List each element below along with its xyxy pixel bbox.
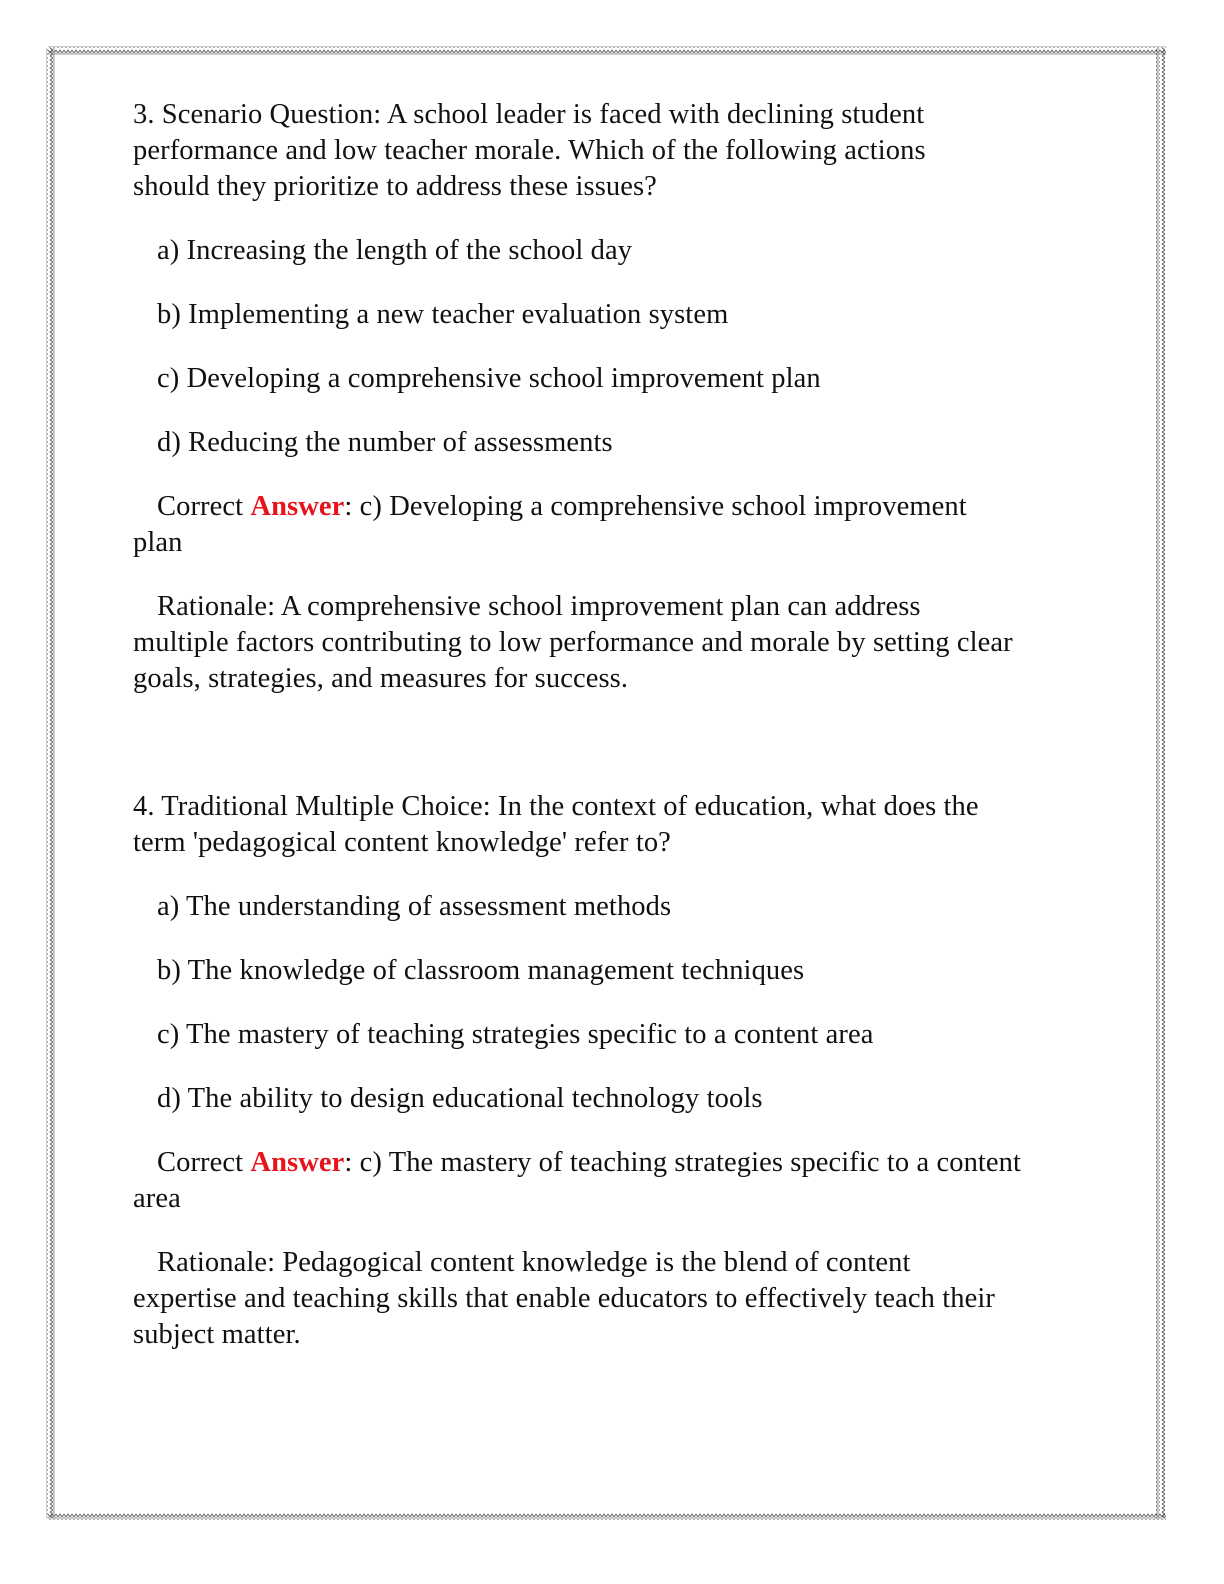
- answer-highlight: Answer: [250, 491, 345, 522]
- rationale: goals, strategies, and measures for success.: [133, 663, 629, 694]
- correct-answer: [157, 489, 967, 525]
- rationale: expertise and teaching skills that enable educators to effectively teach their: [133, 1283, 995, 1314]
- option-a: a) The understanding of assessment methods: [157, 891, 672, 922]
- rationale: Rationale: A comprehensive school improvement plan can address: [157, 591, 921, 622]
- correct-label: Correct: [157, 1147, 251, 1178]
- option-c: c) The mastery of teaching strategies specific to a content area: [157, 1019, 874, 1050]
- rationale: subject matter.: [133, 1319, 301, 1350]
- question-text: performance and low teacher morale. Which of the following actions: [133, 135, 926, 166]
- question-text: 4. Traditional Multiple Choice: In the context of education, what does the: [133, 791, 979, 822]
- correct-answer-text: plan: [133, 527, 183, 558]
- question-text: 3. Scenario Question: A school leader is faced with declining student: [133, 99, 925, 130]
- option-b: b) Implementing a new teacher evaluation system: [157, 299, 729, 330]
- option-d: d) The ability to design educational technology tools: [157, 1083, 763, 1114]
- question-text: term 'pedagogical content knowledge' refer to?: [133, 827, 671, 858]
- option-a: a) Increasing the length of the school day: [157, 235, 633, 266]
- option-d: d) Reducing the number of assessments: [157, 427, 613, 458]
- answer-highlight: Answer: [250, 1147, 345, 1178]
- rationale: Rationale: Pedagogical content knowledge is the blend of content: [157, 1247, 911, 1278]
- rationale: multiple factors contributing to low performance and morale by setting clear: [133, 627, 1013, 658]
- correct-answer-text: area: [133, 1183, 181, 1214]
- correct-answer-text: : c) The mastery of teaching strategies specific to a content: [344, 1147, 1022, 1178]
- option-b: b) The knowledge of classroom management techniques: [157, 955, 805, 986]
- option-c: c) Developing a comprehensive school improvement plan: [157, 363, 821, 394]
- correct-label: Correct: [157, 491, 251, 522]
- question-text: should they prioritize to address these issues?: [133, 171, 657, 202]
- correct-answer-text: : c) Developing a comprehensive school improvement: [344, 491, 967, 522]
- correct-answer: [157, 1145, 1021, 1181]
